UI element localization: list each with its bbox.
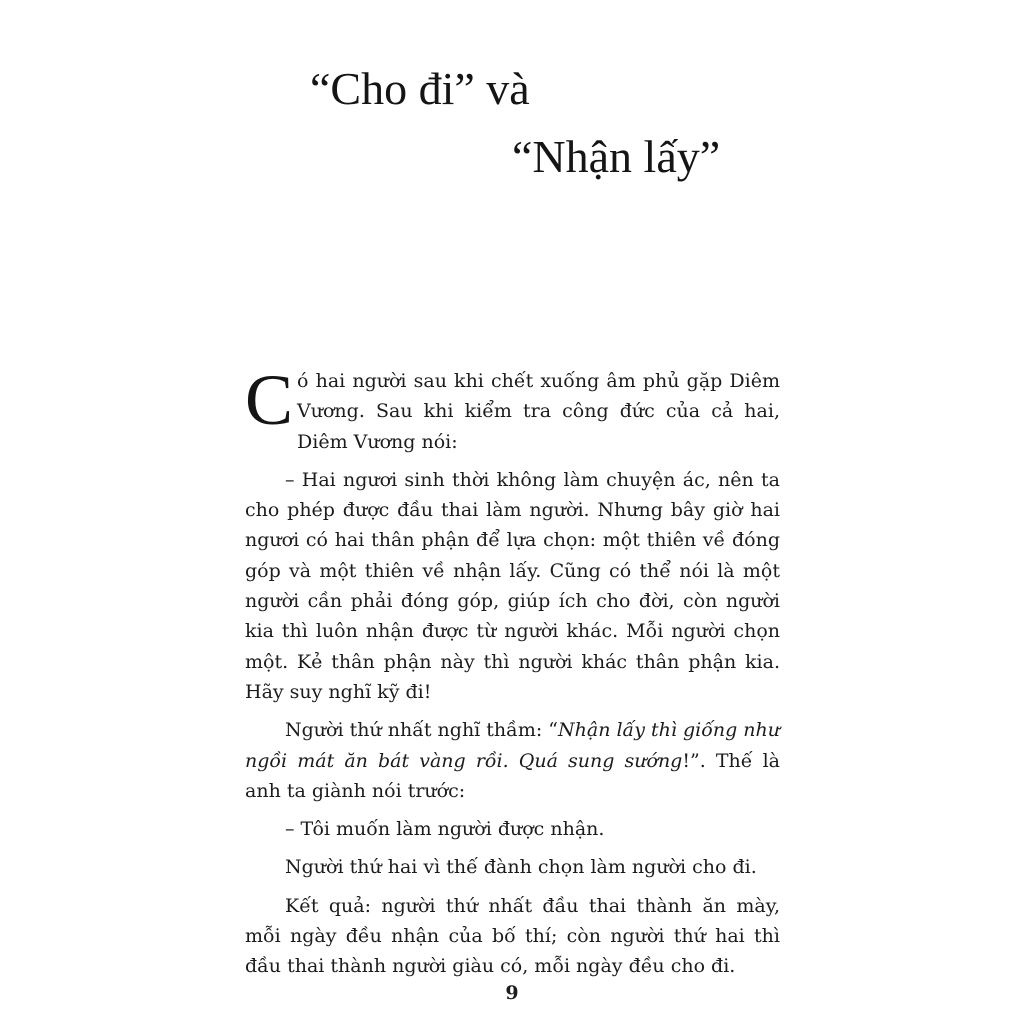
page-number: 9 (505, 982, 519, 1004)
paragraph-4: – Tôi muốn làm người được nhận. (285, 818, 605, 841)
drop-cap: C (245, 360, 294, 440)
paragraph-3 (245, 715, 780, 806)
paragraph-3-lead: Người thứ nhất nghĩ thầm: “ (285, 719, 558, 742)
chapter-title-line-1: “Cho đi” và (310, 63, 530, 114)
paragraph-3-tail: !”. Thế là anh ta giành nói trước: (245, 749, 780, 802)
paragraph-3-italic-quote: Nhận lấy thì giống như ngồi mát ăn bát vàng rồi. Quá sung sướng (245, 719, 780, 772)
paragraph-5: Người thứ hai vì thế đành chọn làm người cho đi. (285, 856, 757, 879)
paragraph-6: Kết quả: người thứ nhất đầu thai thành ăn mày, mỗi ngày đều nhận của bố thí; còn người thứ hai thì đầu thai thành người giàu có, mỗi ngày đều cho đi. (245, 894, 780, 978)
chapter-body (245, 360, 780, 990)
paragraph-1-text: ó hai người sau khi chết xuống âm phủ gặp Diêm Vương. Sau khi kiểm tra công đức của cả hai, Diêm Vương nói: (297, 370, 780, 453)
paragraph-2: – Hai ngươi sinh thời không làm chuyện ác, nên ta cho phép được đầu thai làm người. Nhưng bây giờ hai ngươi có hai thân phận để lựa chọn: một thiên về đóng góp và một thiên về nhận lấy. Cũng có thể nói là một người cần phải đóng góp, giúp ích cho đời, còn người kia thì luôn nhận được từ người khác. Mỗi người chọn một. Kẻ thân phận này thì người khác thân phận kia. Hãy suy nghĩ kỹ đi! (245, 468, 780, 703)
paragraph-1 (245, 360, 780, 457)
chapter-title-line-2: “Nhận lấy” (512, 131, 721, 182)
